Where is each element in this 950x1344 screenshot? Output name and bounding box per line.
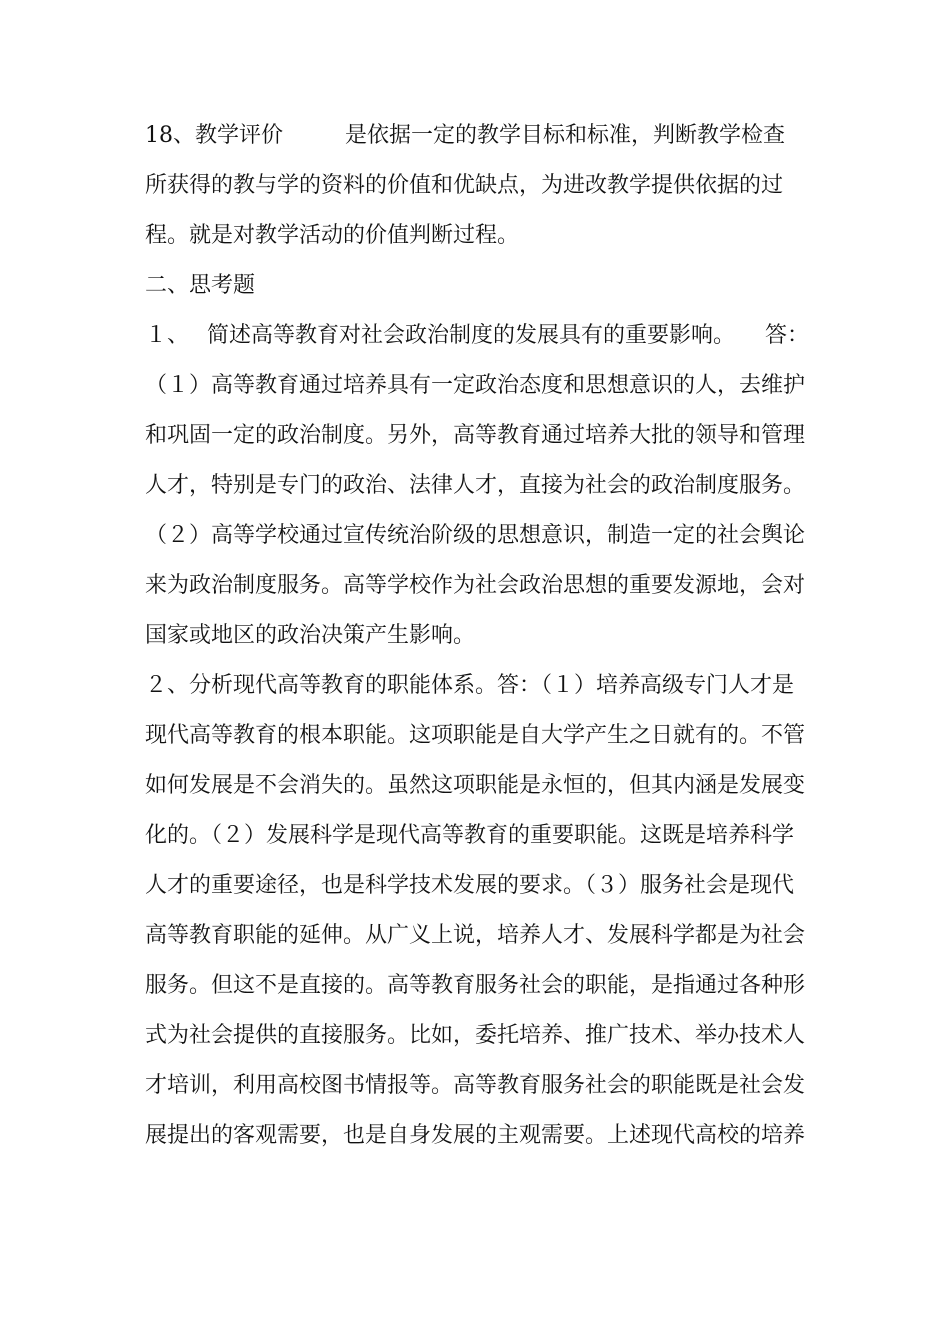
q2-line-4: 化的。（２）发展科学是现代高等教育的重要职能。这既是培养科学 [145,823,795,848]
q2-line-7: 服务。但这不是直接的。高等教育服务社会的职能，是指通过各种形 [145,973,806,998]
item18-line-3: 程。就是对教学活动的价值判断过程。 [145,223,520,248]
q1-number: １、 [145,323,190,348]
q2-line-2: 现代高等教育的根本职能。这项职能是自大学产生之日就有的。不管 [145,723,806,748]
q2-line-10: 展提出的客观需要，也是自身发展的主观需要。上述现代高校的培养 [145,1123,806,1148]
q1-answer-line-1: （１）高等教育通过培养具有一定政治态度和思想意识的人，去维护 [145,373,806,398]
q2-line-6: 高等教育职能的延伸。从广义上说，培养人才、发展科学都是为社会 [145,923,806,948]
item18-definition-start: 是依据一定的教学目标和标准，判断教学检查 [345,123,786,148]
item18-line-1 [145,121,825,151]
q1-answer-line-4: （２）高等学校通过宣传统治阶级的思想意识，制造一定的社会舆论 [145,523,806,548]
q2-line-3: 如何发展是不会消失的。虽然这项职能是永恒的，但其内涵是发展变 [145,773,806,798]
section-title-thinking-questions: 二、思考题 [145,273,256,298]
q2-line-8: 式为社会提供的直接服务。比如，委托培养、推广技术、举办技术人 [145,1023,806,1048]
q1-question-line [145,321,825,351]
q1-answer-line-5: 来为政治制度服务。高等学校作为社会政治思想的重要发源地，会对 [145,573,806,598]
q1-answer-line-2: 和巩固一定的政治制度。另外，高等教育通过培养大批的领导和管理 [145,423,806,448]
q1-answer-label: 答： [765,323,810,348]
q2-line-5: 人才的重要途径，也是科学技术发展的要求。（３）服务社会是现代 [145,873,795,898]
item18-term: 18、教学评价 [145,123,283,148]
item18-line-2: 所获得的教与学的资料的价值和优缺点，为进改教学提供依据的过 [145,173,784,198]
q1-question-text: 简述高等教育对社会政治制度的发展具有的重要影响。 [207,323,736,348]
q1-answer-line-3: 人才，特别是专门的政治、法律人才，直接为社会的政治制度服务。 [145,473,806,498]
q2-line-1: ２、分析现代高等教育的职能体系。答：（１）培养高级专门人才是 [145,673,795,698]
q2-line-9: 才培训，利用高校图书情报等。高等教育服务社会的职能既是社会发 [145,1073,806,1098]
q1-answer-line-6: 国家或地区的政治决策产生影响。 [145,623,476,648]
